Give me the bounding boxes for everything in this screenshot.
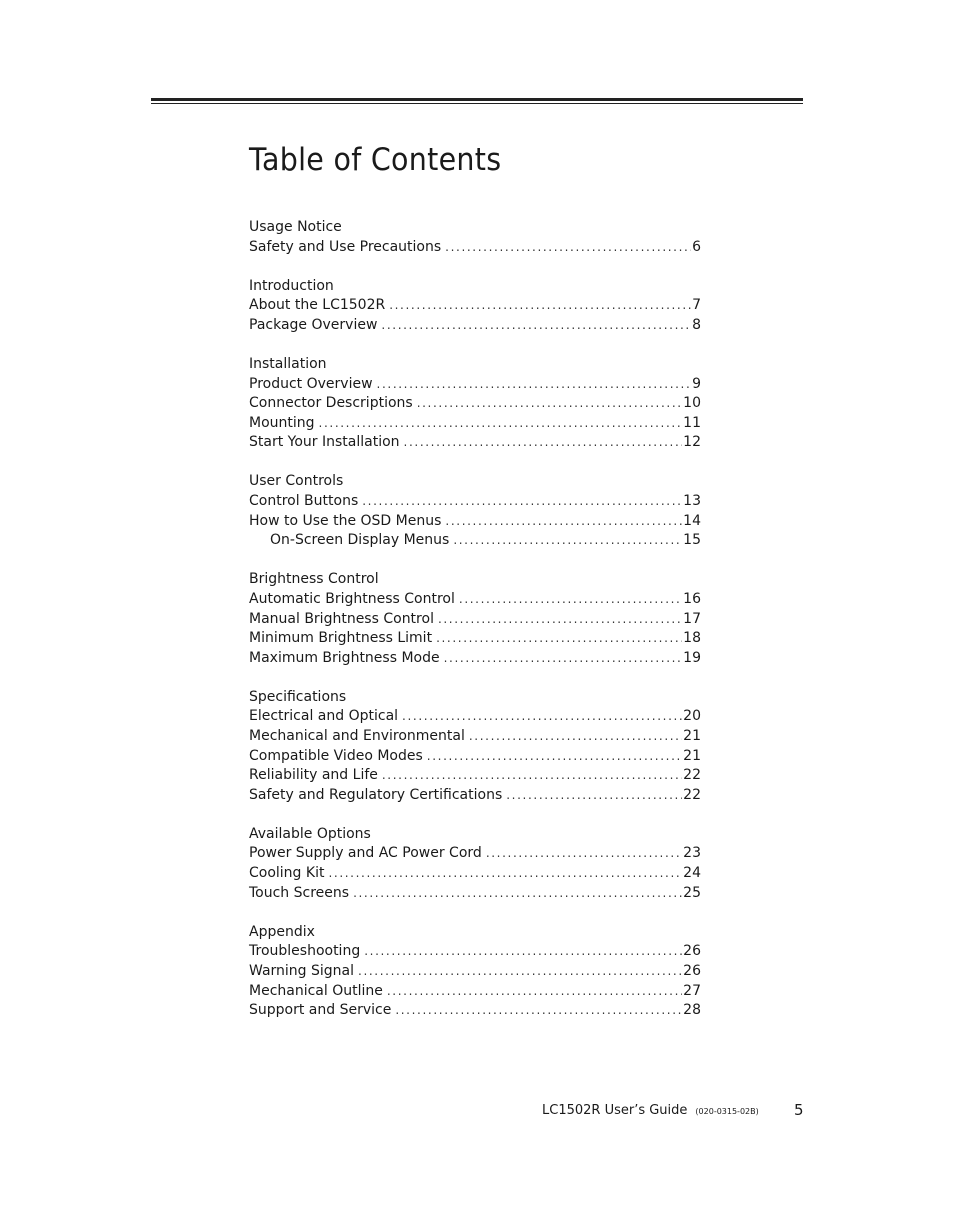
toc-leader-dots — [358, 962, 682, 982]
toc-entry[interactable] — [249, 590, 701, 610]
toc-entry[interactable] — [249, 884, 701, 904]
toc-leader-dots — [459, 590, 682, 610]
toc-entry[interactable] — [249, 942, 701, 962]
toc-entry-label: Start Your Installation — [249, 434, 400, 451]
toc-entry-label: Automatic Brightness Control — [249, 590, 455, 607]
toc-entry-label: Power Supply and AC Power Cord — [249, 845, 482, 862]
toc-entry[interactable] — [249, 492, 701, 512]
toc-entry-label: Compatible Video Modes — [249, 747, 423, 764]
toc-entry[interactable] — [249, 394, 701, 414]
toc-entry[interactable] — [249, 649, 701, 669]
toc-section-heading: Specifications — [249, 688, 347, 705]
toc-leader-dots — [377, 375, 692, 395]
toc-entry[interactable] — [249, 747, 701, 767]
toc-entry-label: On-Screen Display Menus — [270, 532, 450, 549]
header-rule-thick — [151, 98, 803, 101]
toc-entry-label: Reliability and Life — [249, 767, 378, 784]
toc-entry[interactable] — [249, 375, 701, 395]
toc-entry-label: Electrical and Optical — [249, 708, 399, 725]
toc-entry-page: 9 — [692, 375, 701, 392]
toc-entry-page: 6 — [692, 238, 701, 255]
toc-leader-dots — [404, 433, 683, 453]
toc-leader-dots — [445, 512, 682, 532]
toc-entry-page: 27 — [683, 982, 701, 999]
toc-entry-label: About the LC1502R — [249, 297, 386, 314]
toc-entry-label: Connector Descriptions — [249, 395, 413, 412]
header-rule-thin — [151, 103, 803, 104]
toc-entry[interactable] — [249, 962, 701, 982]
toc-entry-page: 25 — [683, 884, 701, 901]
toc-section — [249, 355, 701, 453]
toc-leader-dots — [436, 629, 682, 649]
toc-entry-page: 16 — [683, 590, 701, 607]
toc-entry[interactable] — [249, 844, 701, 864]
toc-entry[interactable] — [249, 610, 701, 630]
toc-entry-label: Warning Signal — [249, 962, 355, 979]
footer-page-number: 5 — [794, 1101, 804, 1119]
toc-section — [249, 570, 701, 668]
toc-entry[interactable] — [249, 414, 701, 434]
toc-leader-dots — [353, 884, 682, 904]
toc-entry-page: 15 — [683, 532, 701, 549]
toc-section-heading: Available Options — [249, 825, 371, 842]
toc-entry-page: 19 — [683, 649, 701, 666]
toc-entry[interactable] — [249, 786, 701, 806]
toc-section — [249, 472, 701, 550]
toc-entry-label: Cooling Kit — [249, 865, 325, 882]
toc-entry-label: Mounting — [249, 414, 315, 431]
toc-entry-page: 26 — [683, 962, 701, 979]
toc-entry-page: 20 — [683, 708, 701, 725]
toc-leader-dots — [506, 786, 682, 806]
toc-entry[interactable] — [249, 864, 701, 884]
toc-section-heading: User Controls — [249, 473, 344, 490]
toc-entry-label: Mechanical Outline — [249, 982, 383, 999]
toc-leader-dots — [381, 316, 691, 336]
toc-entry-label: Manual Brightness Control — [249, 610, 434, 627]
toc-entry-page: 17 — [683, 610, 701, 627]
toc-leader-dots — [389, 296, 691, 316]
toc-entry-label: Product Overview — [249, 375, 373, 392]
toc-leader-dots — [395, 1001, 682, 1021]
toc-entry-label: Touch Screens — [249, 884, 350, 901]
toc-entry-page: 10 — [683, 395, 701, 412]
toc-entry[interactable] — [249, 531, 701, 551]
toc-section-heading: Usage Notice — [249, 219, 342, 235]
toc-entry[interactable] — [249, 766, 701, 786]
toc-entry-page: 26 — [683, 943, 701, 960]
toc-section-heading: Introduction — [249, 277, 334, 294]
toc-section-heading: Appendix — [249, 923, 315, 940]
toc-entry[interactable] — [249, 727, 701, 747]
footer-guide — [542, 1103, 759, 1118]
toc-leader-dots — [402, 707, 682, 727]
toc-entry-label: Safety and Regulatory Certifications — [249, 786, 503, 803]
toc-entry-page: 14 — [683, 512, 701, 529]
page-title: Table of Contents — [249, 142, 502, 178]
toc-entry-label: Support and Service — [249, 1002, 392, 1019]
toc-entry-page: 12 — [683, 434, 701, 451]
toc-leader-dots — [382, 766, 682, 786]
toc-entry-label: Safety and Use Precautions — [249, 238, 442, 255]
toc-entry-page: 28 — [683, 1002, 701, 1019]
toc-entry-page: 24 — [683, 865, 701, 882]
toc-leader-dots — [469, 727, 682, 747]
toc-entry[interactable] — [249, 433, 701, 453]
toc-entry[interactable] — [249, 1001, 701, 1021]
toc-leader-dots — [319, 414, 683, 434]
table-of-contents — [249, 218, 701, 1040]
toc-leader-dots — [445, 238, 691, 258]
toc-section — [249, 688, 701, 806]
toc-leader-dots — [417, 394, 682, 414]
toc-leader-dots — [328, 864, 682, 884]
toc-entry-label: Control Buttons — [249, 493, 359, 510]
toc-section — [249, 923, 701, 1021]
toc-entry-page: 8 — [692, 316, 701, 333]
toc-entry[interactable] — [249, 238, 701, 258]
toc-entry-page: 11 — [683, 414, 701, 431]
toc-entry-page: 18 — [683, 630, 701, 647]
toc-section — [249, 825, 701, 903]
toc-entry-label: How to Use the OSD Menus — [249, 512, 442, 529]
toc-leader-dots — [444, 649, 683, 669]
toc-section-heading: Brightness Control — [249, 571, 379, 588]
toc-entry-label: Troubleshooting — [249, 943, 361, 960]
toc-entry-page: 22 — [683, 767, 701, 784]
toc-entry-page: 13 — [683, 493, 701, 510]
toc-entry[interactable] — [249, 982, 701, 1002]
toc-section — [249, 218, 701, 257]
toc-entry-label: Package Overview — [249, 316, 378, 333]
toc-entry[interactable] — [249, 629, 701, 649]
toc-entry-label: Minimum Brightness Limit — [249, 630, 433, 647]
toc-leader-dots — [364, 942, 682, 962]
toc-entry-page: 7 — [692, 297, 701, 314]
toc-leader-dots — [438, 610, 682, 630]
toc-entry[interactable] — [249, 296, 701, 316]
toc-entry-page: 22 — [683, 786, 701, 803]
toc-entry[interactable] — [249, 707, 701, 727]
toc-section-heading: Installation — [249, 355, 327, 372]
footer-guide-title: LC1502R User’s Guide — [542, 1103, 688, 1118]
toc-leader-dots — [427, 747, 682, 767]
toc-entry-label: Mechanical and Environmental — [249, 727, 465, 744]
toc-section — [249, 277, 701, 336]
toc-leader-dots — [453, 531, 682, 551]
toc-entry[interactable] — [249, 512, 701, 532]
toc-leader-dots — [486, 844, 682, 864]
toc-entry-page: 21 — [683, 747, 701, 764]
toc-leader-dots — [362, 492, 682, 512]
toc-entry-page: 23 — [683, 845, 701, 862]
toc-entry-page: 21 — [683, 727, 701, 744]
toc-leader-dots — [387, 982, 682, 1002]
footer-doc-code: (020-0315-02B) — [695, 1107, 759, 1116]
toc-entry[interactable] — [249, 316, 701, 336]
toc-entry-label: Maximum Brightness Mode — [249, 649, 440, 666]
